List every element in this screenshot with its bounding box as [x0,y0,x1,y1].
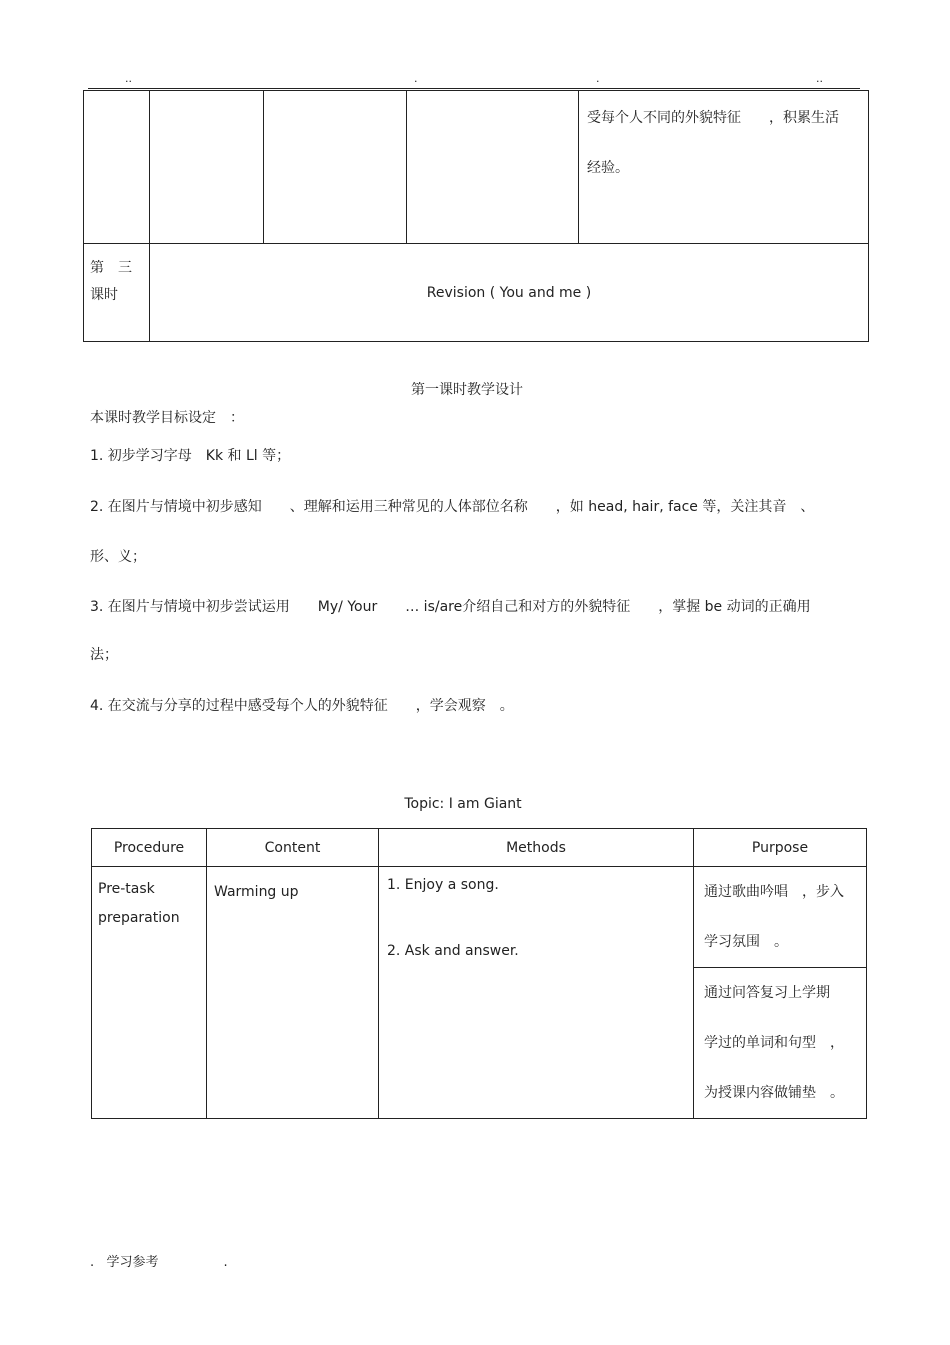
procedure-text: preparation [98,910,180,926]
method-item: 2. Ask and answer. [387,943,519,959]
content-text: Warming up [214,884,299,900]
goal-item-continued: 法； [90,647,118,663]
methods-cell [379,867,694,1119]
table-cell [150,244,869,342]
table-cell [579,91,869,244]
purpose-text: 学过的单词和句型 ， [704,1035,844,1051]
goals-label: 本课时教学目标设定 ： [90,410,244,426]
footer-text: . 学习参考 . [90,1255,228,1270]
header-rule [88,88,860,89]
goal-item: 2. 在图片与情境中初步感知 、理解和运用三种常见的人体部位名称 ，如 head, hair, face 等，关注其音 、 [90,499,815,515]
table-cell [264,91,407,244]
cell-text: 受每个人不同的外貌特征 ，积累生活 [587,110,839,126]
table-cell [84,244,150,342]
purpose-text: 为授课内容做铺垫 。 [704,1085,844,1101]
purpose-cell [694,968,867,1119]
column-header: Methods [379,829,694,867]
section-title: 第一课时教学设计 [411,382,523,398]
method-item: 1. Enjoy a song. [387,877,499,893]
lesson-label: 第 三 [90,260,132,276]
lesson-table [91,828,867,1119]
table-row [92,867,867,968]
lesson-label: 课时 [90,287,118,303]
table-cell [407,91,579,244]
purpose-text: 学习氛围 。 [704,934,788,950]
table-row [84,244,869,342]
revision-text: Revision ( You and me ) [426,284,592,301]
goal-item-continued: 形、义； [90,549,146,565]
header-dot: . [596,72,600,85]
goal-item: 3. 在图片与情境中初步尝试运用 My/ Your … is/are介绍自己和对方的外貌特征 ，掌握 be 动词的正确用 [90,599,811,615]
table-row [84,91,869,244]
procedure-cell [92,867,207,1119]
table-cell [150,91,264,244]
purpose-text: 通过问答复习上学期 [704,985,830,1001]
procedure-text: Pre-task [98,881,155,897]
content-cell [207,867,379,1119]
column-header: Purpose [694,829,867,867]
schedule-table [83,90,869,342]
header-dot: .. [125,72,132,85]
table-cell [84,91,150,244]
column-header: Procedure [92,829,207,867]
goal-item: 1. 初步学习字母 Kk 和 Ll 等； [90,448,291,464]
topic-title: Topic: I am Giant [404,796,522,812]
purpose-cell [694,867,867,968]
table-header-row [92,829,867,867]
column-header: Content [207,829,379,867]
header-dot: . [414,72,418,85]
purpose-text: 通过歌曲吟唱 ，步入 [704,884,844,900]
header-dot: .. [816,72,823,85]
goal-item: 4. 在交流与分享的过程中感受每个人的外貌特征 ，学会观察 。 [90,698,514,714]
cell-text: 经验。 [587,160,629,176]
